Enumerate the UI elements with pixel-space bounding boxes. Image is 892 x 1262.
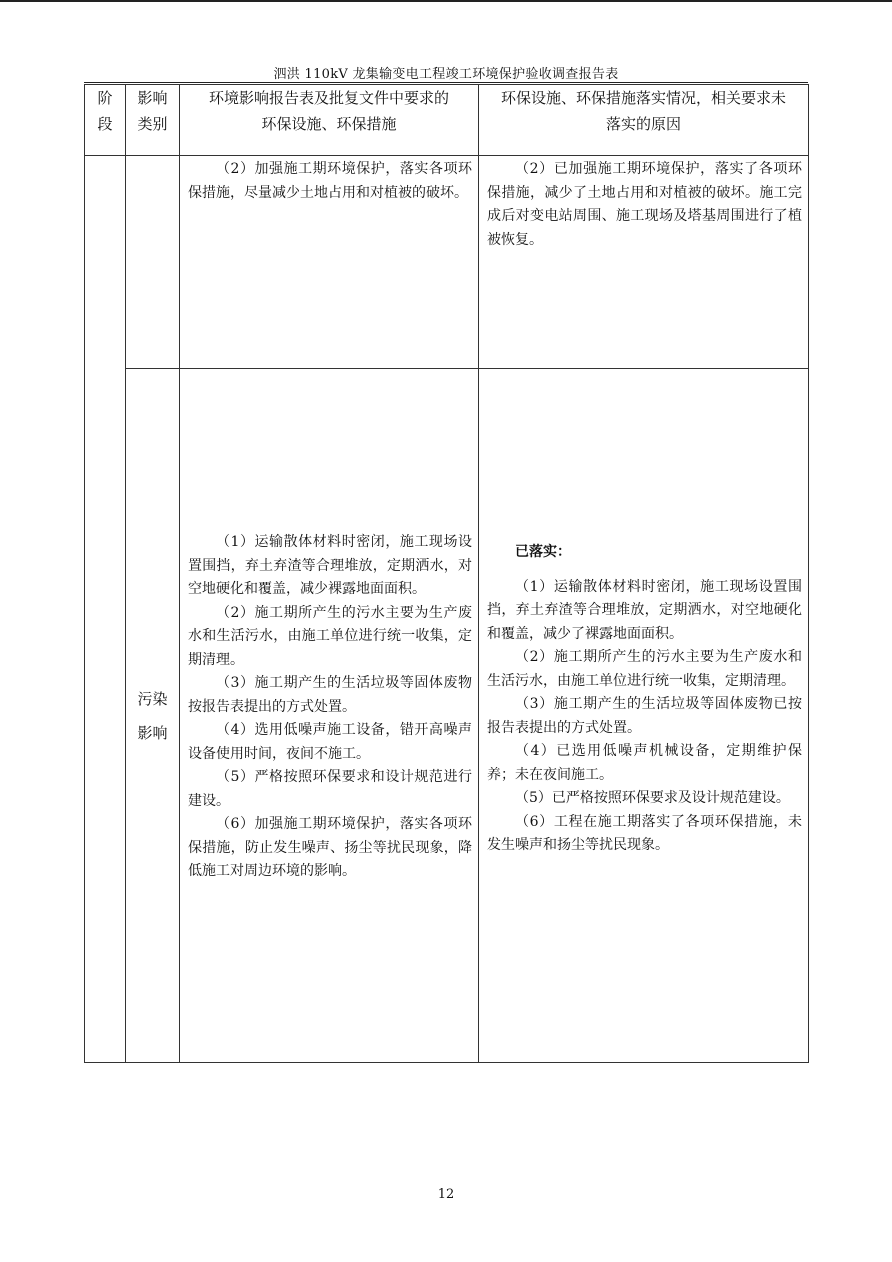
implemented-cell [479, 369, 809, 1063]
required-item: （3）施工期产生的生活垃圾等固体废物按报告表提出的方式处置。 [188, 675, 472, 715]
implemented-item: （3）施工期产生的生活垃圾等固体废物已按报告表提出的方式处置。 [487, 696, 802, 736]
implemented-item: （2）施工期所产生的污水主要为生产废水和生活污水，由施工单位进行统一收集，定期清理。 [487, 649, 802, 689]
implemented-item: （5）已严格按照环保要求及设计规范建设。 [515, 790, 790, 806]
header-implementation-status: 环保设施、环保措施落实情况，相关要求未 落实的原因 [479, 85, 809, 156]
header-impact-type: 影响 类别 [126, 85, 180, 156]
stage-cell [85, 156, 126, 1063]
table-header-row [85, 85, 809, 156]
implemented-label: 已落实： [515, 544, 571, 560]
required-item: （4）选用低噪声施工设备，错开高噪声设备使用时间，夜间不施工。 [188, 722, 472, 762]
required-item: （2）施工期所产生的污水主要为生产废水和生活污水，由施工单位进行统一收集，定期清理。 [188, 604, 472, 668]
implemented-item: （4）已选用低噪声机械设备，定期维护保养；未在夜间施工。 [487, 743, 802, 783]
measures-table [84, 84, 809, 1063]
required-item: （6）加强施工期环境保护，落实各项环保措施，防止发生噪声、扬尘等扰民现象，降低施工对周边环境的影响。 [188, 816, 472, 879]
table-row [85, 156, 809, 369]
required-item: （5）严格按照环保要求和设计规范进行建设。 [188, 769, 472, 809]
page-top-border [0, 0, 892, 2]
required-cell [180, 156, 479, 369]
impact-type-cell [126, 156, 180, 369]
header-required-measures: 环境影响报告表及批复文件中要求的 环保设施、环保措施 [180, 85, 479, 156]
required-cell [180, 369, 479, 1063]
implemented-cell [479, 156, 809, 369]
required-item: （2）加强施工期环境保护，落实各项环保措施，尽量减少土地占用和对植被的破坏。 [188, 161, 472, 201]
header-stage: 阶 段 [85, 85, 126, 156]
required-item: （1）运输散体材料时密闭，施工现场设置围挡，弃土弃渣等合理堆放，定期洒水，对空地硬化和覆盖，减少裸露地面面积。 [188, 534, 472, 597]
implemented-item: （1）运输散体材料时密闭，施工现场设置围挡，弃土弃渣等合理堆放，定期洒水，对空地硬化和覆盖，减少了裸露地面面积。 [487, 578, 802, 642]
table-row [85, 369, 809, 1063]
header-rule [84, 82, 808, 83]
implemented-item: （2）已加强施工期环境保护，落实了各项环保措施，减少了土地占用和对植被的破坏。施工完成后对变电站周围、施工现场及塔基周围进行了植被恢复。 [487, 161, 802, 248]
running-header: 泗洪 110kV 龙集输变电工程竣工环境保护验收调查报告表 [273, 67, 619, 82]
page-number: 12 [437, 1187, 455, 1202]
implemented-item: （6）工程在施工期落实了各项环保措施，未发生噪声和扬尘等扰民现象。 [487, 813, 802, 853]
pollution-impact-category: 污染 影响 [126, 369, 180, 1063]
